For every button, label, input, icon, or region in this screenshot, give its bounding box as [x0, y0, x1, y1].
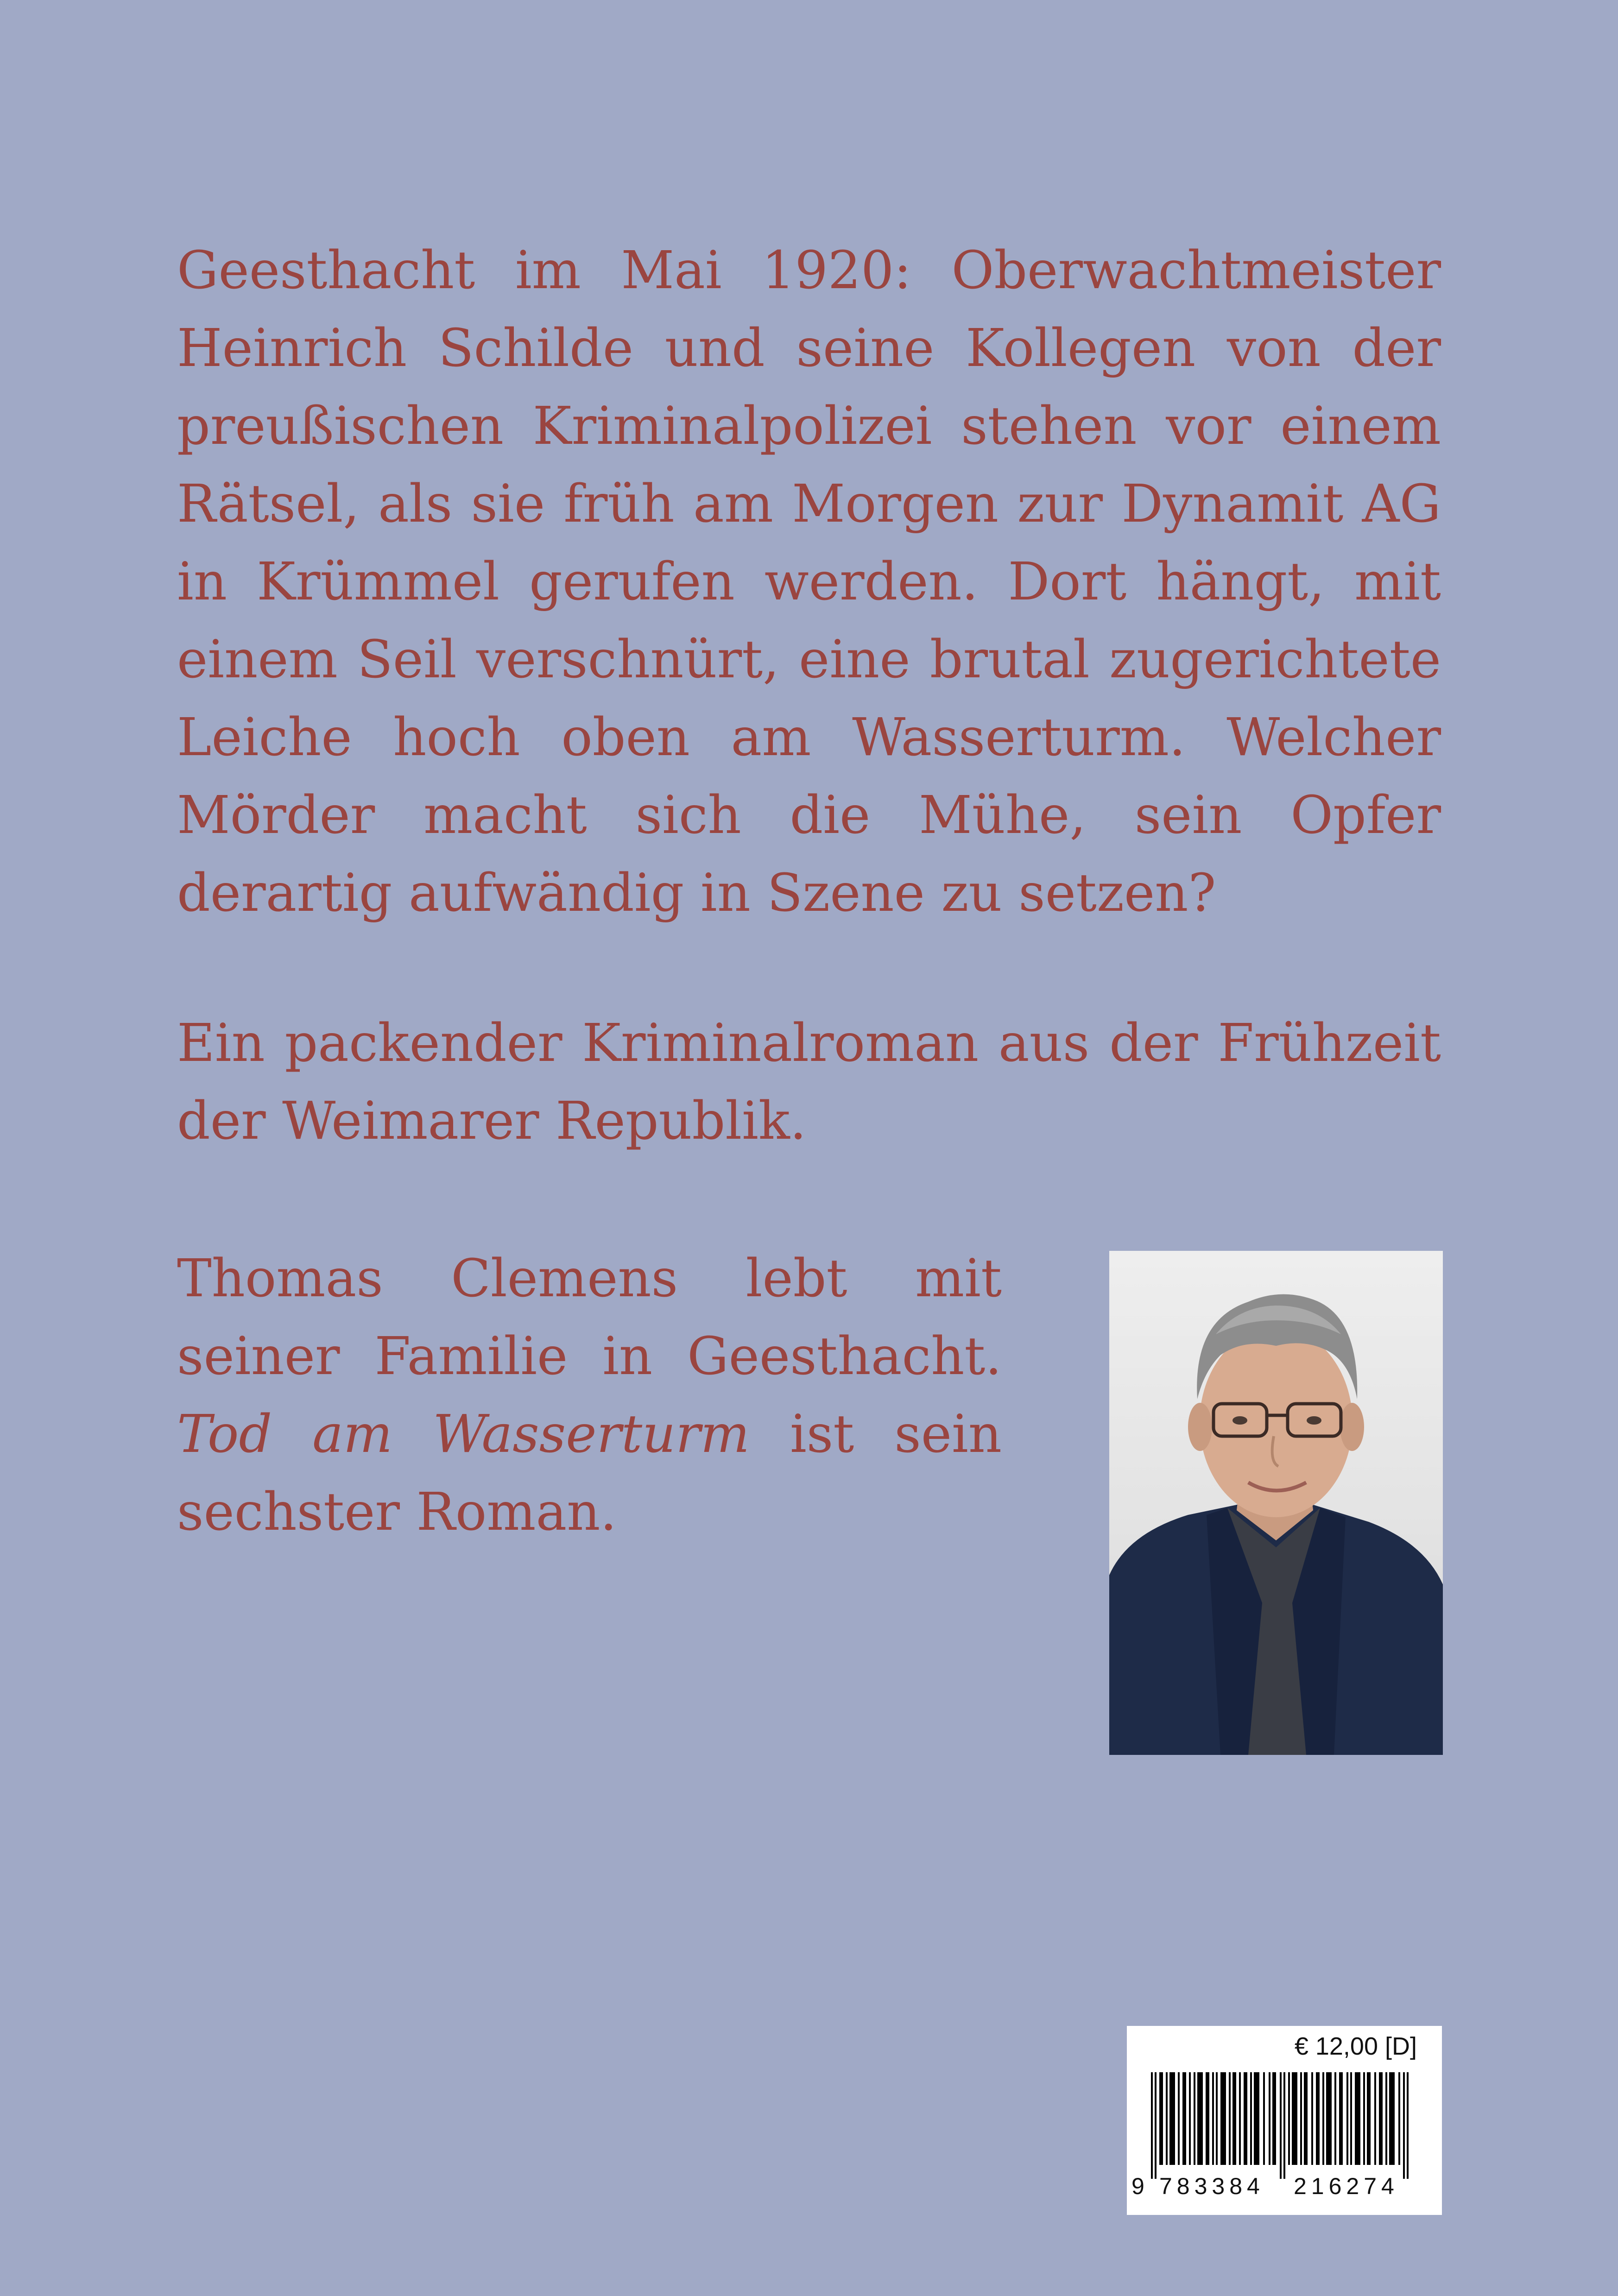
author-photo [1109, 1251, 1443, 1755]
isbn-lead-digit: 9 [1131, 2173, 1144, 2199]
barcode-bars [1141, 2072, 1428, 2179]
tagline-text: Ein packender Kriminalroman aus der Frühzeit der Weimarer Republik. [177, 1013, 1441, 1151]
bio-text-1: Thomas Clemens lebt mit seiner Familie in Geesthacht. [177, 1249, 1002, 1387]
blurb-text: Geesthacht im Mai 1920: Oberwachtmeister Heinrich Schilde und seine Kollegen von der preußischen Kriminalpolizei stehen vor einem Rätsel, als sie früh am Morgen zur Dynamit AG in Krümmel gerufen werden. Dort hängt, mit einem Seil verschnürt, eine brutal zugerichtete Leiche hoch oben am Wasserturm. Welcher Mörder macht sich die Mühe, sein Opfer derartig aufwändig in Szene zu setzen? [177, 240, 1441, 923]
price-label: € 12,00 [D] [1294, 2032, 1417, 2060]
author-bio [177, 1240, 1002, 1551]
book-title: Tod am Wasserturm [177, 1404, 750, 1464]
isbn-left-digits: 783384 [1159, 2173, 1264, 2199]
isbn-barcode [1127, 2026, 1442, 2215]
bio-text-2: ist sein sechster Roman. [177, 1404, 1002, 1542]
author-portrait-illustration [1109, 1251, 1443, 1755]
isbn-right-digits: 216274 [1294, 2173, 1399, 2199]
